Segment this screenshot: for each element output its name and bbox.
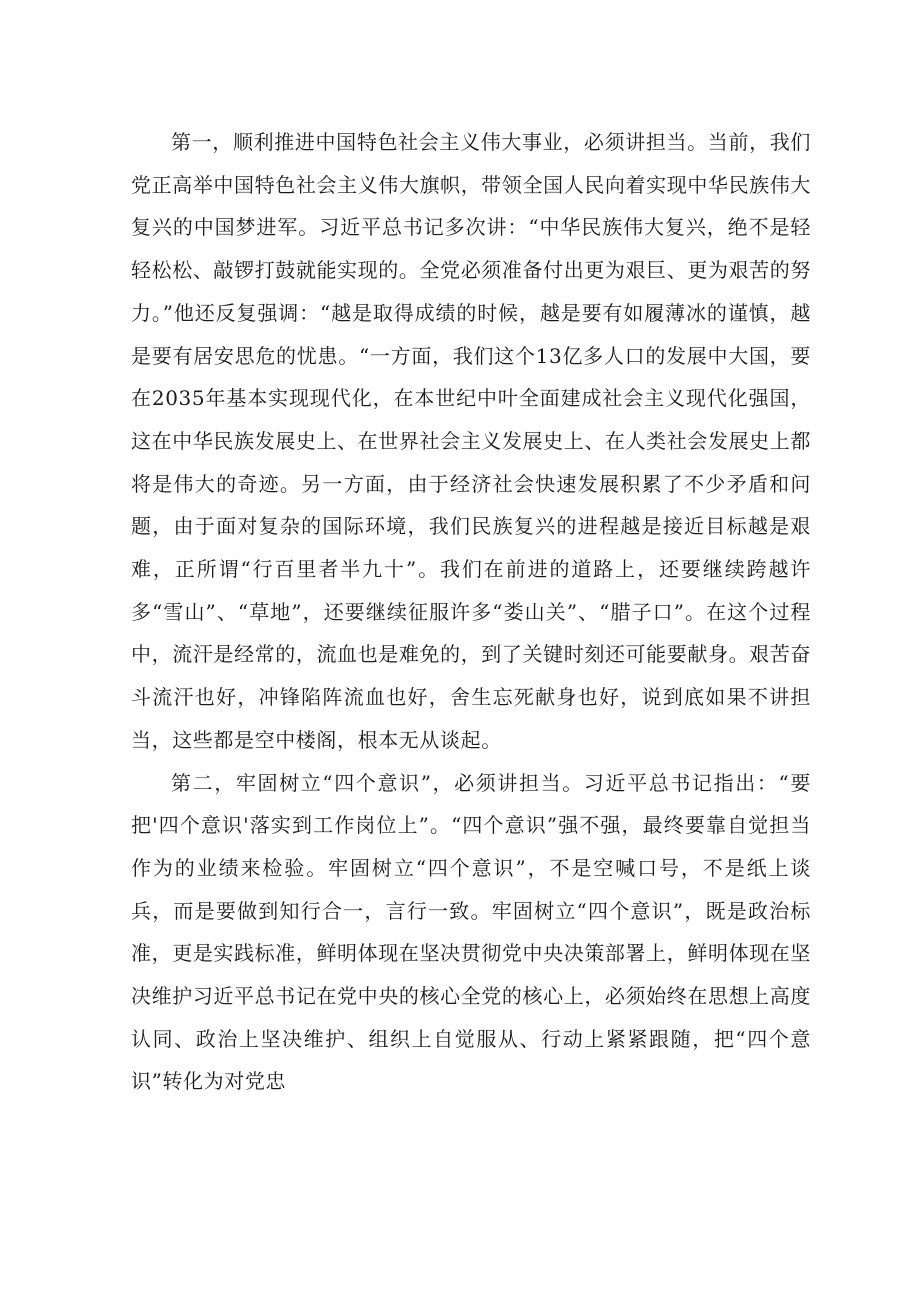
paragraph-first: 第一，顺利推进中国特色社会主义伟大事业，必须讲担当。当前，我们党正高举中国特色社会主义伟大旗帜，带领全国人民向着实现中华民族伟大复兴的中国梦进军。习近平总书记多次讲：“中华民族伟大复兴，绝不是轻轻松松、敲锣打鼓就能实现的。全党必须准备付出更为艰巨、更为艰苦的努力。”他还反复强调：“越是取得成绩的时候，越是要有如履薄冰的谨慎，越是要有居安思危的忧患。“一方面，我们这个13亿多人口的发展中大国，要在2035年基本实现现代化，在本世纪中叶全面建成社会主义现代化强国，这在中华民族发展史上、在世界社会主义发展史上、在人类社会发展史上都将是伟大的奇迹。另一方面，由于经济社会快速发展积累了不少矛盾和问题，由于面对复杂的国际环境，我们民族复兴的进程越是接近目标越是艰难，正所谓“行百里者半九十”。我们在前进的道路上，还要继续跨越许多“雪山”、“草地”，还要继续征服许多“娄山关”、“腊子口”。在这个过程中，流汗是经常的，流血也是难免的，到了关键时刻还可能要献身。艰苦奋斗流汗也好，冲锋陷阵流血也好，舍生忘死献身也好，说到底如果不讲担当，这些都是空中楼阁，根本无从谈起。 bbox=[131, 130, 811, 752]
document-body bbox=[131, 121, 811, 1103]
paragraph-second: 第二，牢固树立“四个意识”，必须讲担当。习近平总书记指出：“要把'四个意识'落实到工作岗位上”。“四个意识”强不强，最终要靠自觉担当作为的业绩来检验。牢固树立“四个意识”，不是空喊口号，不是纸上谈兵，而是要做到知行合一，言行一致。牢固树立“四个意识”，既是政治标准，更是实践标准，鲜明体现在坚决贯彻党中央决策部署上，鲜明体现在坚决维护习近平总书记在党中央的核心全党的核心上，必须始终在思想上高度认同、政治上坚决维护、组织上自觉服从、行动上紧紧跟随，把“四个意识”转化为对党忠 bbox=[131, 770, 811, 1094]
